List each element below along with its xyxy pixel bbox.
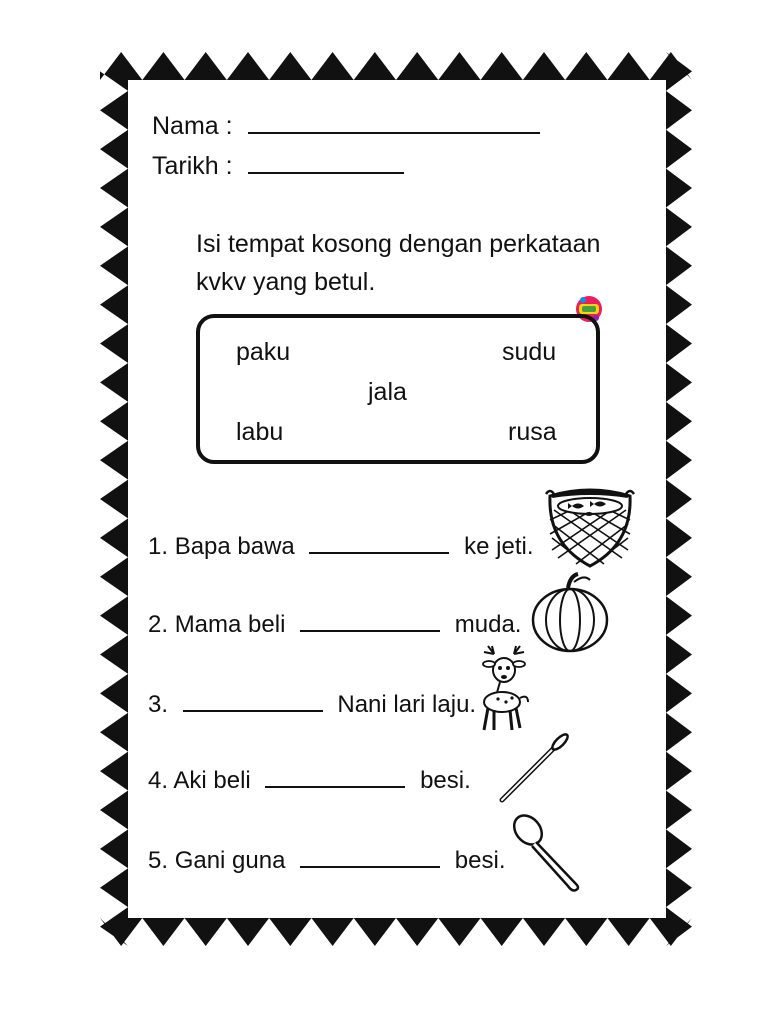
answer-blank-4[interactable] <box>265 764 405 788</box>
instruction-line-2: kvkv yang betul. <box>196 268 376 296</box>
word-bank-word: jala <box>368 378 407 406</box>
answer-blank-5[interactable] <box>300 844 440 868</box>
word-bank-word: paku <box>236 338 291 366</box>
pumpkin-icon <box>530 572 610 654</box>
question-text-after: besi. <box>420 767 471 794</box>
nail-icon <box>496 732 572 804</box>
name-label: Nama : <box>152 112 233 140</box>
question-text-before: Gani guna <box>174 847 286 874</box>
question-text-after: muda. <box>454 611 522 638</box>
date-blank[interactable] <box>248 150 404 174</box>
question-number: 2. <box>148 611 169 638</box>
question-text-after: ke jeti. <box>464 533 534 560</box>
question-4 <box>148 764 471 795</box>
question-2 <box>148 608 521 639</box>
word-bank-word: rusa <box>508 418 557 446</box>
name-field-row <box>152 110 540 141</box>
deer-icon <box>476 644 534 734</box>
date-field-row <box>152 150 404 181</box>
question-number: 3. <box>148 691 169 718</box>
question-1 <box>148 530 534 561</box>
answer-blank-1[interactable] <box>309 530 449 554</box>
question-text-before: Mama beli <box>174 611 286 638</box>
question-text-before: Aki beli <box>173 767 251 794</box>
spoon-icon <box>508 810 584 892</box>
instruction-line-1: Isi tempat kosong dengan perkataan <box>196 230 601 258</box>
question-text-before: Bapa bawa <box>174 533 295 560</box>
name-blank[interactable] <box>248 110 540 134</box>
date-label: Tarikh : <box>152 152 233 180</box>
answer-blank-2[interactable] <box>300 608 440 632</box>
question-number: 5. <box>148 847 169 874</box>
question-text-after: besi. <box>454 847 506 874</box>
answer-blank-3[interactable] <box>183 688 323 712</box>
question-text-after: Nani lari laju. <box>337 691 477 718</box>
question-number: 4. <box>148 767 169 794</box>
fishing-net-icon <box>544 484 636 570</box>
word-bank-word: labu <box>236 418 284 446</box>
question-3 <box>148 688 476 719</box>
question-5 <box>148 844 506 875</box>
word-bank-word: sudu <box>502 338 557 366</box>
question-number: 1. <box>148 533 169 560</box>
